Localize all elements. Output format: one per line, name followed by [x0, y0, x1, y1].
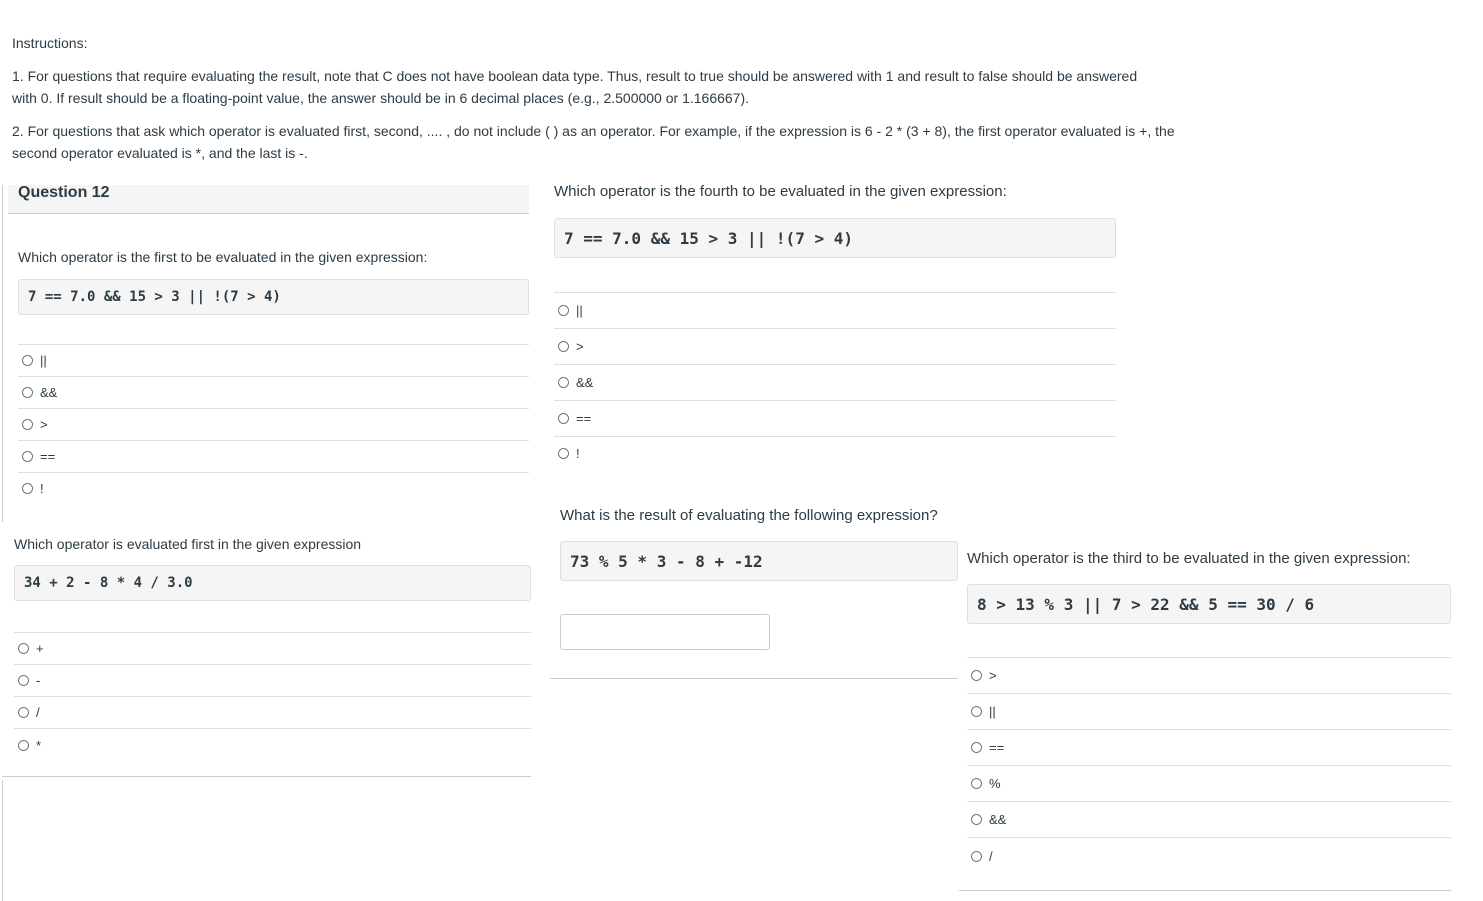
answer-label: ==	[576, 411, 592, 426]
question-text: Which operator is evaluated first in the given expression	[14, 536, 362, 552]
radio-icon[interactable]	[18, 740, 29, 751]
answer-label: >	[576, 339, 584, 354]
answer-option[interactable]	[18, 473, 529, 503]
answer-label: >	[989, 668, 997, 683]
radio-icon[interactable]	[558, 448, 569, 459]
answer-label: !	[576, 445, 580, 461]
question-fourth-operator	[554, 183, 1116, 461]
answer-option[interactable]	[18, 441, 529, 473]
answer-label: &&	[576, 375, 594, 390]
radio-icon[interactable]	[22, 355, 33, 366]
answer-option[interactable]	[14, 633, 531, 665]
question-text: What is the result of evaluating the following expression?	[560, 507, 938, 524]
code-expression: 7 == 7.0 && 15 > 3 || !(7 > 4)	[554, 218, 1116, 258]
question-evaluate-result	[560, 507, 958, 571]
answer-option[interactable]	[554, 401, 1116, 437]
question-text: Which operator is the first to be evaluated in the given expression:	[18, 249, 428, 265]
answer-list	[18, 344, 529, 503]
question-12	[8, 184, 529, 496]
answer-list	[554, 292, 1116, 469]
answer-label: /	[989, 848, 993, 864]
answer-label: *	[36, 737, 42, 753]
code-expression: 8 > 13 % 3 || 7 > 22 && 5 == 30 / 6	[967, 584, 1451, 624]
instruction-1	[12, 65, 1232, 109]
question-header: Question 12	[8, 185, 529, 214]
answer-label: ==	[989, 740, 1005, 755]
answer-option[interactable]	[554, 329, 1116, 365]
question-third-operator	[967, 550, 1451, 864]
question-left-border-lower	[2, 780, 3, 901]
instruction-2-line-a: 2. For questions that ask which operator is evaluated first, second, .... , do not include ( ) as an operator. For example, if the expression is 6 - 2 * (3 + 8), the first operator evaluated is +, the	[12, 123, 1175, 139]
radio-icon[interactable]	[18, 675, 29, 686]
answer-label: /	[36, 705, 40, 720]
instructions-title: Instructions:	[12, 35, 88, 51]
question-divider	[959, 890, 1451, 891]
radio-icon[interactable]	[22, 483, 33, 494]
radio-icon[interactable]	[558, 305, 569, 316]
radio-icon[interactable]	[971, 814, 982, 825]
radio-icon[interactable]	[971, 778, 982, 789]
question-evaluated-first	[14, 535, 531, 753]
answer-option[interactable]	[18, 377, 529, 409]
radio-icon[interactable]	[971, 742, 982, 753]
question-divider	[2, 776, 531, 777]
radio-icon[interactable]	[558, 377, 569, 388]
question-text: Which operator is the third to be evaluated in the given expression:	[967, 550, 1411, 567]
answer-option[interactable]	[967, 802, 1451, 838]
answer-label: ||	[989, 704, 996, 719]
answer-option[interactable]	[554, 365, 1116, 401]
answer-label: ==	[40, 449, 56, 464]
code-expression: 7 == 7.0 && 15 > 3 || !(7 > 4)	[18, 279, 529, 315]
answer-option[interactable]	[967, 838, 1451, 874]
answer-option[interactable]	[554, 293, 1116, 329]
answer-option[interactable]	[967, 730, 1451, 766]
answer-option[interactable]	[18, 409, 529, 441]
radio-icon[interactable]	[558, 413, 569, 424]
answer-label: +	[36, 641, 44, 656]
answer-label: ||	[576, 303, 583, 318]
answer-label: ||	[40, 353, 47, 368]
answer-list	[967, 657, 1451, 874]
answer-option[interactable]	[14, 697, 531, 729]
instruction-2	[12, 120, 1232, 164]
radio-icon[interactable]	[971, 706, 982, 717]
answer-input[interactable]	[560, 614, 770, 650]
question-left-border	[2, 185, 3, 522]
answer-label: %	[989, 776, 1001, 791]
radio-icon[interactable]	[22, 451, 33, 462]
radio-icon[interactable]	[18, 643, 29, 654]
instruction-2-line-b: second operator evaluated is *, and the last is -.	[12, 145, 308, 161]
instructions	[12, 32, 1232, 175]
answer-option[interactable]	[14, 665, 531, 697]
question-divider	[550, 678, 958, 679]
answer-option[interactable]	[18, 345, 529, 377]
code-expression: 73 % 5 * 3 - 8 + -12	[560, 541, 958, 581]
answer-option[interactable]	[967, 694, 1451, 730]
answer-list	[14, 632, 531, 761]
answer-label: &&	[40, 385, 58, 400]
answer-option[interactable]	[967, 766, 1451, 802]
instruction-1-line-a: 1. For questions that require evaluating the result, note that C does not have boolean data type. Thus, result to true should be answered with 1 and result to false should be answered	[12, 68, 1138, 84]
answer-option[interactable]	[554, 437, 1116, 469]
answer-label: -	[36, 673, 41, 688]
radio-icon[interactable]	[22, 419, 33, 430]
answer-label: !	[40, 480, 44, 496]
radio-icon[interactable]	[18, 707, 29, 718]
question-text: Which operator is the fourth to be evaluated in the given expression:	[554, 183, 1007, 200]
instruction-1-line-b: with 0. If result should be a floating-point value, the answer should be in 6 decimal places (e.g., 2.500000 or 1.166667).	[12, 90, 750, 106]
answer-label: >	[40, 417, 48, 432]
answer-option[interactable]	[967, 658, 1451, 694]
radio-icon[interactable]	[971, 851, 982, 862]
code-expression: 34 + 2 - 8 * 4 / 3.0	[14, 565, 531, 601]
radio-icon[interactable]	[22, 387, 33, 398]
radio-icon[interactable]	[558, 341, 569, 352]
answer-label: &&	[989, 812, 1007, 827]
answer-option[interactable]	[14, 729, 531, 761]
radio-icon[interactable]	[971, 670, 982, 681]
